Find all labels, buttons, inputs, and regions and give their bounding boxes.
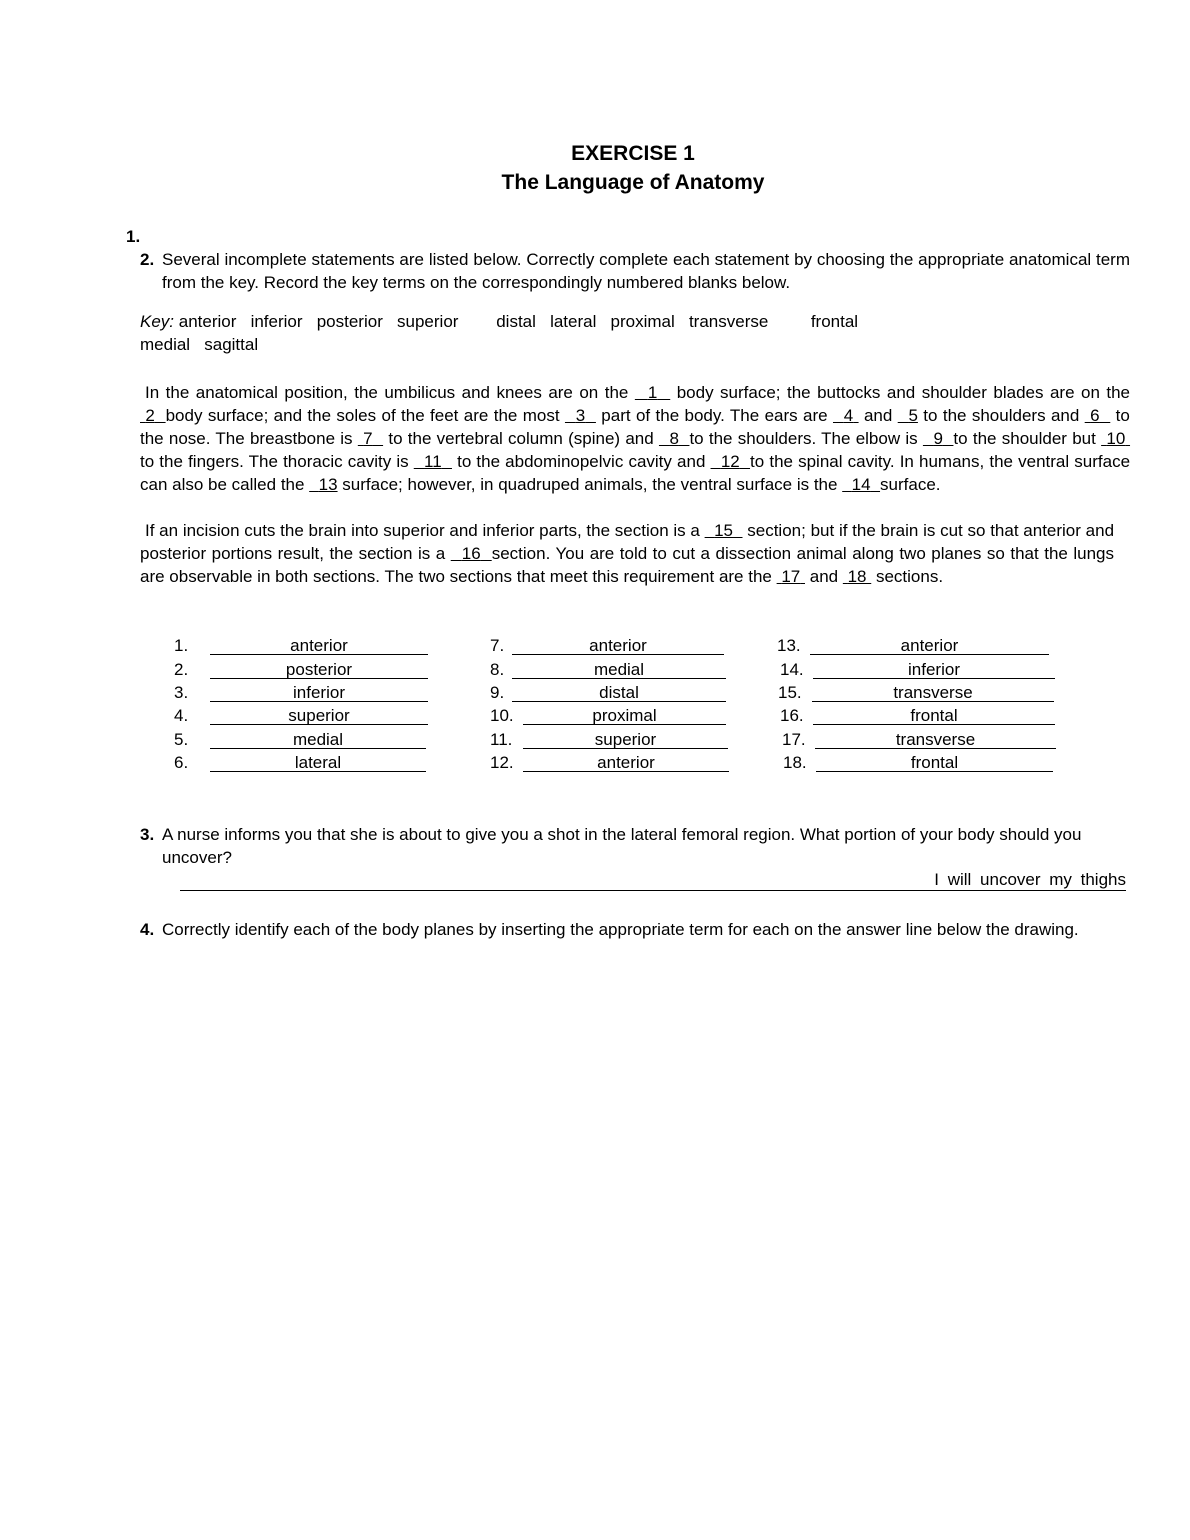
passage-text: and bbox=[809, 567, 839, 586]
answer-number: 11. bbox=[490, 730, 513, 749]
answer-field[interactable]: frontal bbox=[816, 751, 1053, 772]
passage-text: surface. bbox=[880, 475, 941, 494]
blank-2: 2 bbox=[145, 406, 155, 425]
passage-text: to the fingers. The thoracic cavity is bbox=[140, 452, 409, 471]
answer-field[interactable]: superior bbox=[210, 704, 428, 725]
question-1-number: 1. bbox=[126, 227, 141, 246]
answer-field[interactable]: medial bbox=[210, 728, 426, 749]
blank-8: 8 bbox=[669, 429, 679, 448]
answer-number: 14. bbox=[780, 660, 804, 679]
answer-number: 4. bbox=[174, 706, 189, 725]
key-terms-1: anterior inferior posterior superior distal lateral proximal transverse frontal bbox=[178, 312, 859, 331]
blank-7: 7 bbox=[363, 429, 373, 448]
answer-field[interactable]: transverse bbox=[812, 681, 1054, 702]
passage-text: to the spinal cavity. In humans, the ventral surface can also be called the bbox=[140, 452, 1131, 494]
answer-field[interactable]: anterior bbox=[512, 634, 724, 655]
passage-text: to the vertebral column (spine) and bbox=[388, 429, 654, 448]
question-2-number: 2. bbox=[140, 250, 155, 269]
passage-text: and bbox=[863, 406, 893, 425]
passage-paragraph-2 bbox=[140, 519, 1114, 588]
answer-number: 15. bbox=[778, 683, 802, 702]
blank-13: 13 bbox=[318, 475, 338, 494]
blank-18: 18 bbox=[847, 567, 867, 586]
passage-text: to the shoulders and bbox=[923, 406, 1080, 425]
blank-14: 14 bbox=[851, 475, 871, 494]
answer-number: 2. bbox=[174, 660, 189, 679]
answer-number: 9. bbox=[490, 683, 505, 702]
blank-6: 6 bbox=[1090, 406, 1100, 425]
blank-16: 16 bbox=[461, 544, 481, 563]
answer-number: 17. bbox=[782, 730, 806, 749]
answer-number: 16. bbox=[780, 706, 804, 725]
passage-text: surface; however, in quadruped animals, the ventral surface is the bbox=[342, 475, 838, 494]
answer-field[interactable]: superior bbox=[523, 728, 728, 749]
question-4-text: Correctly identify each of the body planes by inserting the appropriate term for each on the answer line below the drawing. bbox=[162, 920, 1079, 939]
answer-field[interactable]: medial bbox=[512, 658, 726, 679]
answer-field[interactable]: lateral bbox=[210, 751, 426, 772]
exercise-subtitle: The Language of Anatomy bbox=[501, 171, 765, 194]
answer-number: 6. bbox=[174, 753, 189, 772]
passage-paragraph-1 bbox=[140, 381, 1130, 496]
key-label: Key: bbox=[140, 312, 175, 331]
question-3-answer: I will uncover my thighs bbox=[934, 870, 1126, 889]
answer-number: 8. bbox=[490, 660, 505, 679]
blank-1: 1 bbox=[647, 383, 658, 402]
answer-field[interactable]: transverse bbox=[815, 728, 1056, 749]
answer-field[interactable]: distal bbox=[512, 681, 726, 702]
answer-field[interactable]: proximal bbox=[523, 704, 726, 725]
blank-5: 5 bbox=[908, 406, 918, 425]
exercise-title: EXERCISE 1 bbox=[571, 142, 695, 165]
passage-text: If an incision cuts the brain into superior and inferior parts, the section is a bbox=[145, 521, 700, 540]
blank-4: 4 bbox=[843, 406, 854, 425]
passage-text: sections. bbox=[875, 567, 944, 586]
passage-text: section. You are told to cut a dissection animal along two planes so that the lungs are observable in both sections. The two sections that meet this requirement are the bbox=[140, 544, 1114, 586]
passage-text: body surface; the buttocks and shoulder blades are on the bbox=[676, 383, 1131, 402]
answer-field[interactable]: anterior bbox=[210, 634, 428, 655]
passage-text: body surface; and the soles of the feet are the most bbox=[165, 406, 560, 425]
question-3-answer-field[interactable] bbox=[180, 868, 1126, 891]
blank-12: 12 bbox=[720, 452, 740, 471]
passage-text: to the shoulder but bbox=[953, 429, 1096, 448]
answer-number: 13. bbox=[777, 636, 801, 655]
blank-10: 10 bbox=[1106, 429, 1126, 448]
question-3-number: 3. bbox=[140, 825, 155, 844]
blank-11: 11 bbox=[424, 452, 442, 471]
answer-number: 7. bbox=[490, 636, 505, 655]
answer-field[interactable]: posterior bbox=[210, 658, 428, 679]
passage-text: In the anatomical position, the umbilicus and knees are on the bbox=[145, 383, 629, 402]
answer-field[interactable]: frontal bbox=[813, 704, 1055, 725]
answer-field[interactable]: anterior bbox=[810, 634, 1049, 655]
answer-field[interactable]: inferior bbox=[210, 681, 428, 702]
blank-17: 17 bbox=[781, 567, 801, 586]
answer-field[interactable]: inferior bbox=[813, 658, 1055, 679]
question-3-text: A nurse informs you that she is about to give you a shot in the lateral femoral region. What portion of your body should you uncover? bbox=[162, 825, 1082, 867]
passage-text: to the shoulders. The elbow is bbox=[689, 429, 918, 448]
answer-number: 1. bbox=[174, 636, 189, 655]
answer-number: 5. bbox=[174, 730, 189, 749]
passage-text: section; but if the brain is cut so that anterior and posterior portions result, the section is a bbox=[140, 521, 1115, 563]
key-terms-line-1 bbox=[140, 310, 858, 333]
question-2-instructions: Several incomplete statements are listed below. Correctly complete each statement by choosing the appropriate anatomical term from the key. Record the key terms on the correspondingly numbered blanks below. bbox=[162, 250, 1130, 292]
answer-field[interactable]: anterior bbox=[523, 751, 729, 772]
blank-3: 3 bbox=[575, 406, 586, 425]
passage-text: to the abdominopelvic cavity and bbox=[457, 452, 706, 471]
blank-15: 15 bbox=[714, 521, 734, 540]
key-terms-line-2: medial sagittal bbox=[140, 335, 259, 354]
passage-text: part of the body. The ears are bbox=[601, 406, 828, 425]
blank-9: 9 bbox=[933, 429, 943, 448]
passage-text: to the nose. The breastbone is bbox=[140, 406, 1130, 448]
answer-number: 12. bbox=[490, 753, 514, 772]
answer-number: 18. bbox=[783, 753, 807, 772]
question-4-number: 4. bbox=[140, 920, 155, 939]
answer-number: 10. bbox=[490, 706, 514, 725]
answer-number: 3. bbox=[174, 683, 189, 702]
